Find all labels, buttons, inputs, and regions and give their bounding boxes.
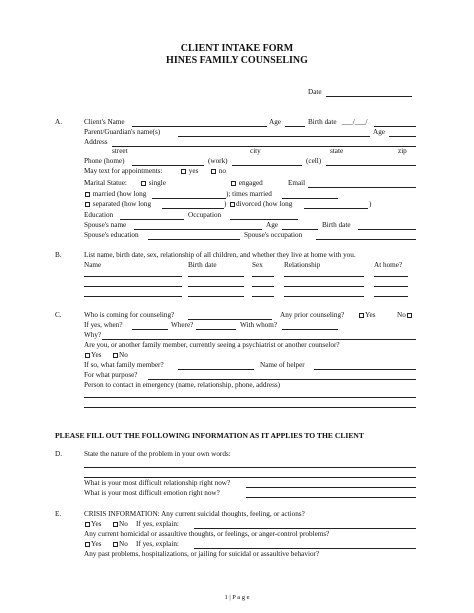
prior-no-option[interactable]: No (397, 311, 413, 320)
phone-cell-label: (cell) (306, 157, 322, 165)
homicidal-yes-option[interactable]: Yes (84, 540, 101, 549)
child-birth-field[interactable] (188, 286, 244, 287)
spouse-education-label: Spouse's education (84, 231, 139, 239)
text-no-option[interactable]: no (210, 167, 226, 176)
phone-home-field[interactable] (132, 165, 204, 166)
where-field[interactable] (196, 329, 236, 330)
phone-home-label: Phone (home) (84, 157, 125, 165)
checkbox[interactable] (113, 522, 118, 527)
child-birth-field[interactable] (188, 296, 244, 297)
checkbox[interactable] (85, 192, 90, 197)
homicidal-question: Any current homicidal or assaultive thoughts, or feelings, or anger-control problems? (84, 530, 330, 538)
city-caption: city (250, 147, 261, 155)
why-label: Why? (84, 331, 102, 339)
crisis-no-option[interactable]: No (112, 520, 128, 529)
occupation-field[interactable] (230, 219, 298, 220)
email-label: Email (288, 179, 306, 187)
homicidal-explain-label: If yes, explain: (136, 540, 179, 548)
name-helper-field[interactable] (314, 369, 416, 370)
section-d-letter: D. (55, 450, 62, 458)
zip-caption: zip (398, 147, 407, 155)
relationship-question: What is your most difficult relationship right now? (84, 479, 231, 487)
child-relationship-field[interactable] (284, 276, 364, 277)
emotion-field[interactable] (246, 497, 416, 498)
checkbox[interactable] (85, 522, 90, 527)
spouse-occupation-field[interactable] (316, 239, 416, 240)
child-sex-field[interactable] (252, 286, 274, 287)
crisis-yes-option[interactable]: Yes (84, 520, 101, 529)
child-name-field[interactable] (84, 296, 182, 297)
marital-status-label: Marital Statue: (84, 179, 127, 187)
child-athome-field[interactable] (374, 286, 408, 287)
checkbox[interactable] (231, 181, 236, 186)
divorced-duration-field[interactable] (304, 208, 368, 209)
spouse-name-field[interactable] (134, 229, 262, 230)
section-e-letter: E. (55, 510, 62, 518)
text-yes-option[interactable]: yes (180, 167, 198, 176)
child-sex-field[interactable] (252, 296, 274, 297)
col-athome-header: At home? (374, 261, 403, 269)
emergency-contact-label: Person to contact in emergency (name, relationship, phone, address) (84, 381, 281, 389)
client-name-field[interactable] (132, 126, 267, 127)
single-option[interactable]: single (140, 179, 166, 188)
parent-age-field[interactable] (389, 136, 416, 137)
family-member-label: If so, what family member? (84, 361, 164, 369)
may-text-label: May text for appointments: (84, 167, 163, 175)
children-prompt: List name, birth date, sex, relationship of all children, and whether they live at home with you. (84, 251, 356, 259)
checkbox[interactable] (113, 542, 118, 547)
birth-date-slots[interactable]: ___/___/ (342, 118, 368, 126)
spouse-age-label: Age (266, 221, 278, 229)
checkbox[interactable] (141, 181, 146, 186)
section-c-letter: C. (55, 311, 62, 319)
form-subtitle: HINES FAMILY COUNSELING (166, 55, 308, 66)
checkbox[interactable] (181, 169, 186, 174)
engaged-option[interactable]: engaged (230, 179, 263, 188)
child-athome-field[interactable] (374, 276, 408, 277)
homicidal-no-option[interactable]: No (112, 540, 128, 549)
parent-age-label: Age (373, 128, 385, 136)
col-sex-header: Sex (252, 261, 263, 269)
homicidal-explain-field[interactable] (194, 548, 416, 549)
phone-work-field[interactable] (232, 165, 302, 166)
email-field[interactable] (308, 187, 416, 188)
emergency-line[interactable] (84, 407, 416, 408)
form-title: CLIENT INTAKE FORM (180, 43, 294, 54)
why-field[interactable] (102, 339, 416, 340)
child-relationship-field[interactable] (284, 286, 364, 287)
psychiatrist-question: Are you, or another family member, currently seeing a psychiatrist or another counselor? (84, 341, 340, 349)
intake-form-page: CLIENT INTAKE FORM HINES FAMILY COUNSELING Date A. Client's Name Age Birth date ___/___/ Parent/Guardian's name(s) Age Address street city state zip Phone (home) (work) (cell) May text for appointments: yes no Marital Statue: single engaged Email married (how long ); times married separated (how long ) divorced (how long ) Education Occupation Spouse's name Age Birth date Spouse's education Spouse's occupation B. List name, birth date, sex, relationship of all children, and whether they live at home with you. Name Birth date Sex Relationship At home? C. Who is coming for counseling? Any prior counseling? Yes No If yes, when? Where? With whom? Why? Are you, or another family member, currently seeing a psychiatrist or another counselor? Yes No If so, what family member? Name of helper For what purpose? Person to contact in emergency (name, relationship, phone, address) PLEASE FILL OUT THE FOLLOWING INFORMATION AS IT APPLIES TO THE CLIENT D. State the nature of the problem in your own words: What is your most difficult relationship right now? What is your most difficult emotion right now? E. CRISIS INFORMATION: Any current suicidal thoughts, feeling, or actions? Yes No If yes, explain: Any current homicidal or assaultive thoughts, or feelings, or anger-control problems? Yes No If yes, explain: Any past problems, hospitalizations, or jailing for suicidal or assaultive behavior? 1 | P a g e (0, 0, 474, 613)
checkbox[interactable] (211, 169, 216, 174)
birth-year-field[interactable] (374, 126, 416, 127)
child-athome-field[interactable] (374, 296, 408, 297)
spouse-birth-field[interactable] (358, 229, 416, 230)
separated-duration-field[interactable] (162, 208, 224, 209)
state-caption: state (330, 147, 344, 155)
section-a-letter: A. (55, 118, 62, 126)
relationship-field[interactable] (246, 487, 416, 488)
family-member-field[interactable] (178, 369, 254, 370)
married-duration-field[interactable] (152, 198, 226, 199)
date-label: Date (308, 88, 322, 96)
age-field[interactable] (285, 126, 305, 127)
when-field[interactable] (132, 329, 168, 330)
times-married-field[interactable] (282, 198, 338, 199)
spouse-name-label: Spouse's name (84, 221, 127, 229)
if-yes-when-label: If yes, when? (84, 321, 123, 329)
phone-cell-field[interactable] (326, 165, 416, 166)
child-name-field[interactable] (84, 286, 182, 287)
with-whom-label: With whom? (240, 321, 278, 329)
checkbox[interactable] (359, 313, 364, 318)
parent-names-field[interactable] (178, 136, 370, 137)
occupation-label: Occupation (188, 211, 222, 219)
spouse-education-field[interactable] (148, 239, 240, 240)
crisis-explain-field[interactable] (194, 528, 416, 529)
who-coming-label: Who is coming for counseling? (84, 311, 175, 319)
child-sex-field[interactable] (252, 276, 274, 277)
problem-line[interactable] (84, 467, 416, 468)
col-birth-header: Birth date (188, 261, 217, 269)
married-option[interactable]: married (how long (84, 190, 146, 199)
spouse-age-field[interactable] (282, 229, 318, 230)
checkbox[interactable] (85, 353, 90, 358)
prior-yes-option[interactable]: Yes (358, 311, 375, 320)
where-label: Where? (171, 321, 194, 329)
page-number: 1 | P a g e (224, 594, 250, 601)
col-relationship-header: Relationship (284, 261, 321, 269)
client-info-heading: PLEASE FILL OUT THE FOLLOWING INFORMATION AS IT APPLIES TO THE CLIENT (55, 431, 364, 440)
age-label: Age (269, 118, 281, 126)
name-helper-label: Name of helper (260, 361, 305, 369)
past-problems-question: Any past problems, hospitalizations, or jailing for suicidal or assaultive behavior? (84, 550, 320, 558)
for-what-label: For what purpose? (84, 371, 138, 379)
spouse-occupation-label: Spouse's occupation (244, 231, 303, 239)
birth-date-label: Birth date (308, 118, 337, 126)
col-name-header: Name (84, 261, 102, 269)
problem-nature-label: State the nature of the problem in your own words: (84, 450, 231, 458)
crisis-explain-label: If yes, explain: (136, 520, 179, 528)
phone-work-label: (work) (208, 157, 228, 165)
section-b-letter: B. (55, 251, 62, 259)
spouse-birth-label: Birth date (322, 221, 351, 229)
parent-names-label: Parent/Guardian's name(s) (84, 128, 161, 136)
education-field[interactable] (120, 219, 184, 220)
divorced-option[interactable]: divorced (how long (229, 200, 292, 209)
checkbox[interactable] (113, 353, 118, 358)
address-field[interactable] (112, 146, 416, 147)
address-label: Address (84, 138, 108, 146)
for-what-field[interactable] (148, 379, 416, 380)
psych-no-option[interactable]: No (112, 351, 128, 360)
emotion-question: What is your most difficult emotion right now? (84, 489, 220, 497)
client-name-label: Client's Name (84, 118, 125, 126)
crisis-question: CRISIS INFORMATION: Any current suicidal thoughts, feeling, or actions? (84, 510, 305, 518)
child-name-field[interactable] (84, 276, 182, 277)
street-caption: street (112, 147, 128, 155)
checkbox[interactable] (407, 313, 412, 318)
date-field[interactable] (326, 96, 412, 97)
education-label: Education (84, 211, 114, 219)
checkbox[interactable] (85, 202, 90, 207)
prior-counseling-label: Any prior counseling? (280, 311, 345, 319)
problem-line[interactable] (84, 477, 416, 478)
separated-option[interactable]: separated (how long (84, 200, 151, 209)
checkbox[interactable] (85, 542, 90, 547)
child-birth-field[interactable] (188, 276, 244, 277)
who-coming-field[interactable] (188, 319, 272, 320)
times-married-label: ); times married (226, 190, 272, 198)
child-relationship-field[interactable] (284, 296, 364, 297)
psych-yes-option[interactable]: Yes (84, 351, 101, 360)
with-whom-field[interactable] (282, 329, 338, 330)
emergency-line[interactable] (84, 397, 416, 398)
checkbox[interactable] (230, 202, 235, 207)
